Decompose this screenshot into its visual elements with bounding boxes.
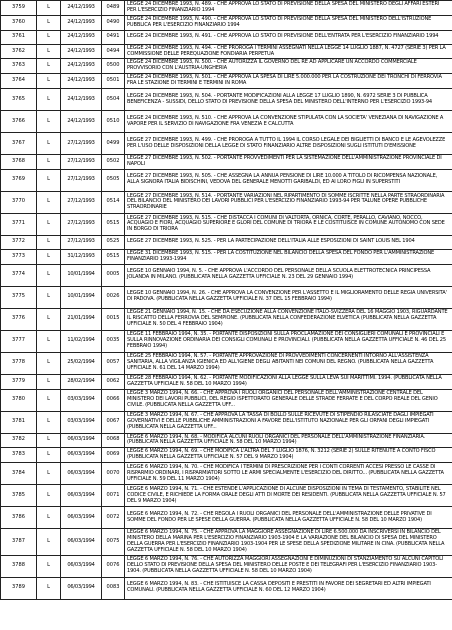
record-date-cell: 06/03/1994 (61, 555, 102, 577)
record-number-cell: 3786 (1, 507, 37, 529)
record-description-cell: LEGGE 6 MARZO 1994, N. 75. - CHE APPROVA LA MAGGIORE ASSEGNAZIONE DI LIRE 6.500.000 DA INSCRIVERSI IN BILANCIO DEL MINISTERO DELLA MARINA PER L'ESERCIZIO FINANZIARIO 1903-1904 E LA VARIAZIONE DEL BILANCIO DI SPESA DEL MINISTERO DELLA GUERRA PER L'ESERCIZIO FINANZIARIO 1903-1904 PER LE SPESE DELLA SPEDIZIONE MILITARE IN CINA. (PUBBLICATA NELLA GAZZETTA UFFICIALE N. 58 DEL 10 MARZO 1904) (125, 529, 452, 556)
record-date-cell: 06/03/1994 (61, 463, 102, 485)
table-row (1, 433, 452, 448)
record-code-cell: 0491 (102, 30, 125, 44)
record-type-cell: L (37, 411, 61, 433)
record-date-cell: 27/12/1993 (61, 235, 102, 249)
record-code-cell: 0069 (102, 448, 125, 463)
table-row (1, 485, 452, 507)
record-description-cell: LEGGE 10 GENNAIO 1994, N. 26. - CHE APPROVA LA CONVENZIONE PER L'ASSETTO E IL MIGLIORAMENTO DELLE REGIA UNIVERSITA' DI PADOVA. (PUBBLICATA NELLA GAZZETTA UFFICIALE N. 37 DEL 15 FEBBRAIO 1994) (125, 286, 452, 308)
record-number-cell: 3775 (1, 286, 37, 308)
record-date-cell: 06/03/1994 (61, 529, 102, 556)
record-date-cell: 27/12/1993 (61, 169, 102, 191)
record-description-cell: LEGGE 24 DICEMBRE 1993, N. 491. - CHE APPROVA LO STATO DI PREVISIONE DELL'ENTRATA PER L'ESERCIZIO FINANZIARIO 1994 (125, 30, 452, 44)
record-date-cell: 25/02/1994 (61, 352, 102, 374)
record-date-cell: 27/12/1993 (61, 155, 102, 170)
record-code-cell: 0499 (102, 133, 125, 155)
table-row (1, 169, 452, 191)
record-code-cell: 0062 (102, 374, 125, 389)
table-row (1, 15, 452, 30)
table-row (1, 111, 452, 133)
record-date-cell: 27/12/1993 (61, 133, 102, 155)
record-number-cell: 3788 (1, 555, 37, 577)
record-description-cell: LEGGE 6 MARZO 1994, N. 69. - CHE MODIFICA L'ALTRA DEL 7 LUGLIO 1876, N. 3212 (SERIE 2) SULLE RITENUTE A CONTO FISCO (PUBBLICATA NELLA GAZZETTA UFFICIALE N. 57 DEL 9 MARZO 1904) (125, 448, 452, 463)
record-code-cell: 0494 (102, 44, 125, 59)
record-type-cell: L (37, 1, 61, 16)
record-description-cell: LEGGE 27 DICEMBRE 1993, N. 505. - CHE ASSEGNA LA ANNUA PENSIONE DI LIRE 10.000 A TITOLO DI RICOMPENSA NAZIONALE, ALLA SIGNORA ITALIA BIDISCHINI, VEDOVA DEL GENERALE MENOTTI GARIBALDI, ED AI LORO FIGLI IN SUPERSTITI (125, 169, 452, 191)
record-code-cell: 0072 (102, 507, 125, 529)
record-date-cell: 06/03/1994 (61, 433, 102, 448)
record-type-cell: L (37, 191, 61, 213)
record-date-cell: 24/12/1993 (61, 89, 102, 111)
table-row (1, 448, 452, 463)
record-description-cell: LEGGE 6 MARZO 1994, N. 83. - CHE ISTITUISCE LA CASSA DEPOSITI E PRESTITI IN FAVORE DEI SEGRETARI ED ALTRI IMPIEGATI COMUNALI. (PUBBLICATA NELLA GAZZETTA UFFICIALE N. 60 DEL 12 MARZO 1904) (125, 577, 452, 599)
record-type-cell: L (37, 44, 61, 59)
record-type-cell: L (37, 555, 61, 577)
table-row (1, 59, 452, 74)
record-description-cell: LEGGE 24 DICEMBRE 1993, N. 490. - CHE APPROVA LO STATO DI PREVISIONE DELLA SPESA DEL MINISTERO DELL'ISTRUZIONE PUBBLICA PER L'ESERCIZIO FINANZIARIO 1994 (125, 15, 452, 30)
record-number-cell: 3773 (1, 249, 37, 264)
record-code-cell: 0502 (102, 155, 125, 170)
table-row (1, 374, 452, 389)
table-row (1, 555, 452, 577)
record-number-cell: 3772 (1, 235, 37, 249)
record-description-cell: LEGGE 28 FEBBRAIO 1994, N. 62. - PORTANTE MODIFICAZIONI ALLA LEGGE SULLA LEVA SUI MARITTIMI. 1994. (PUBBLICATA NELLA GAZZETTA UFFICIALE N. 58 DEL 10 MARZO 1994) (125, 374, 452, 389)
record-type-cell: L (37, 485, 61, 507)
record-description-cell: LEGGE 10 GENNAIO 1994, N. 5. - CHE APPROVA L'ACCORDO DEL PERSONALE DELLA SCUOLA ELETTROTECNICA PRINCIPESSA JOLANDA IN MILANO. (PUBBLICATA NELLA GAZZETTA UFFICIALE N. 23 DEL 29 GENNAIO 1994) (125, 264, 452, 286)
record-type-cell: L (37, 133, 61, 155)
record-type-cell: L (37, 352, 61, 374)
record-description-cell: LEGGE 24 DICEMBRE 1993, N. 504. - PORTANTE MODIFICAZIONI ALLA LEGGE 17 LUGLIO 1890, N. 6972 SERIE 3 DI PUBBLICA BENEFICENZA - SUSSIDI, DELLO STATO DI PREVISIONE DELLA SPESA DEL MINISTERO DELL'INTERNO PER L'ESERCIZIO 1993-94 (125, 89, 452, 111)
record-code-cell: 0504 (102, 89, 125, 111)
record-type-cell: L (37, 249, 61, 264)
record-date-cell: 27/12/1993 (61, 213, 102, 235)
record-number-cell: 3766 (1, 111, 37, 133)
record-date-cell: 28/02/1994 (61, 374, 102, 389)
record-number-cell: 3781 (1, 411, 37, 433)
record-date-cell: 11/02/1994 (61, 330, 102, 352)
table-row (1, 411, 452, 433)
record-date-cell: 10/01/1994 (61, 264, 102, 286)
record-description-cell: LEGGE 27 DICEMBRE 1993, N. 515. - CHE DISTACCA I COMUNI DI VALTORTA, ORNICA, CORTE, PERALLO, CAVIANO, NOCCO, ACQUAGIO E FIORI, ACQUAGIO SUPERIORE E GLORI DEL COMUNE DI TRIORA E LE COSTITUISCE IN COMUNE AUTONOMO CON SEDE IN BORGO DI TRIORA (125, 213, 452, 235)
record-number-cell: 3777 (1, 330, 37, 352)
record-number-cell: 3769 (1, 169, 37, 191)
record-type-cell: L (37, 155, 61, 170)
record-code-cell: 0490 (102, 15, 125, 30)
record-date-cell: 24/12/1993 (61, 111, 102, 133)
record-code-cell: 0067 (102, 411, 125, 433)
record-date-cell: 03/03/1994 (61, 411, 102, 433)
record-type-cell: L (37, 448, 61, 463)
record-description-cell: LEGGE 27 DICEMBRE 1993, N. 499. - CHE PROROGA A TUTTO IL 1994 IL CORSO LEGALE DEI BIGLIETTI DI BANCO E LE AGEVOLEZZE PER L'USO DELLE DISPOSIZIONI DELLA LEGGE DI STATO FINANZIARIO ALTRE DISPOSIZIONI SUGLI ISTITUTI D'EMISSIONE (125, 133, 452, 155)
record-date-cell: 27/12/1993 (61, 191, 102, 213)
table-row (1, 249, 452, 264)
table-row (1, 529, 452, 556)
record-type-cell: L (37, 463, 61, 485)
record-description-cell: LEGGE 3 MARZO 1994, N. 67. - CHE APPROVA LA TASSA DI BOLLO SULLE RICEVUTE DI STIPENDIO RILASCIATE DAGLI IMPIEGATI GOVERNATIVI E DELLE PUBBLICHE AMMINISTRAZIONI A FAVORE DELL'ISTITUTO NAZIONALE PER GLI ORFANI DEGLI IMPIEGATI (PUBBLICATA NELLA GAZZETTA UFF... (125, 411, 452, 433)
table-row (1, 89, 452, 111)
table-row (1, 155, 452, 170)
record-date-cell: 24/12/1993 (61, 59, 102, 74)
record-type-cell: L (37, 89, 61, 111)
record-description-cell: LEGGE 27 DICEMBRE 1993, N. 525. - PER LA PARTECIPAZIONE DELL'ITALIA ALLE ESPOSIZIONI DI SAINT LOUIS NEL 1904 (125, 235, 452, 249)
record-code-cell: 0070 (102, 463, 125, 485)
record-date-cell: 06/03/1994 (61, 507, 102, 529)
record-date-cell: 24/12/1993 (61, 44, 102, 59)
record-type-cell: L (37, 264, 61, 286)
record-number-cell: 3759 (1, 1, 37, 16)
record-type-cell: L (37, 507, 61, 529)
record-date-cell: 06/03/1994 (61, 485, 102, 507)
record-code-cell: 0505 (102, 169, 125, 191)
record-description-cell: LEGGE 25 FEBBRAIO 1994, N. 57. - PORTANTE APPROVAZIONE DI PROVVEDIMENTI CONCERNENTI INTORNO ALL'ASSISTENZA SANITARIA, ALLA VIGILANZA IGIENICA ED ALL'IGIENE DEGLI ABITANTI NEI COMUNI DEL REGNO. (PUBBLICATA NELLA GAZZETTA UFFICIALE N. 61 DEL 14 MARZO 1994) (125, 352, 452, 374)
record-description-cell: LEGGE 24 DICEMBRE 1993, N. 489. - CHE APPROVA LO STATO DI PREVISIONE DELLA SPESA DEL MINISTERO DEGLI AFFARI ESTERI PER L'ESERCIZIO FINANZIARIO 1994 (125, 1, 452, 16)
record-number-cell: 3767 (1, 133, 37, 155)
record-description-cell: LEGGE 24 DICEMBRE 1993, N. 500. - CHE AUTORIZZA IL GOVERNO DEL RE AD APPLICARE UN ACCORDO COMMERCIALE PROVVISORIO CON L'AUSTRIA-UNGHERIA (125, 59, 452, 74)
record-number-cell: 3776 (1, 308, 37, 330)
record-description-cell: LEGGE 21 GENNAIO 1994, N. 15. - CHE DA ESECUZIONE ALLA CONVENZIONE ITALO-SVIZZERA DEL 16 MAGGIO 1903, RIGUARDANTE IL RISCATTO DELLA FERROVIA DEL SEMPIONE. (PUBBLICATA NELLA CONFEDERAZIONE ELVETICA (PUBBLICATA NELLA GAZZETTA UFFICIALE N. 50 DEL 4 FEBBRAIO 1904) (125, 308, 452, 330)
record-number-cell: 3762 (1, 44, 37, 59)
record-type-cell: L (37, 433, 61, 448)
register-table-body (1, 1, 452, 600)
record-number-cell: 3761 (1, 30, 37, 44)
record-code-cell: 0515 (102, 249, 125, 264)
record-description-cell: LEGGE 6 MARZO 1994, N. 71. - CHE ESTENDE L'APPLICAZIONE DI ALCUNE DISPOSIZIONI IN TEMA DI TESTAMENTO, STABILITE NEL CODICE CIVILE, E RICHIEDE LA FORMA ORALE DEGLI ATTI DI MORTE DEI RESIDENTI. (PUBBLICATA NELLA GAZZETTA UFFICIALE N. 57 DEL 9 MARZO 1904) (125, 485, 452, 507)
record-code-cell: 0501 (102, 74, 125, 89)
record-number-cell: 3789 (1, 577, 37, 599)
record-date-cell: 24/12/1993 (61, 74, 102, 89)
record-date-cell: 06/03/1994 (61, 577, 102, 599)
record-date-cell: 24/12/1993 (61, 30, 102, 44)
record-number-cell: 3771 (1, 213, 37, 235)
record-type-cell: L (37, 330, 61, 352)
record-date-cell: 10/01/1994 (61, 286, 102, 308)
record-description-cell: LEGGE 27 DICEMBRE 1993, N. 514. - PORTANTE VARIAZIONI NEL RIPARTIMENTO DI SOMME ISCRITTE NELLA PARTE STRAORDINARIA DEL BILANCIO DEL MINISTERO DEI LAVORI PUBBLICI PER L'ESERCIZIO FINANZIARIO 1993-94 PER TALUNE OPERE PUBBLICHE STRAORDINARIE (125, 191, 452, 213)
record-description-cell: LEGGE 3 MARZO 1994, N. 66. - CHE APPROVA I RUOLI ORGANICI DEL PERSONALE DELL'AMMINISTRAZIONE CENTRALE DEL MINISTERO DEI LAVORI PUBBLICI, DEL REGIO ISPETTORATO GENERALE DELLE STRADE FERRATE E DEL CORPO REALE DEL GENIO CIVILE. (PUBBLICATA NELLA GAZZETTA UFF... (125, 389, 452, 411)
record-type-cell: L (37, 529, 61, 556)
record-number-cell: 3760 (1, 15, 37, 30)
record-description-cell: LEGGE 6 MARZO 1994, N. 70. - CHE MODIFICA I TERMINI DI PRESCRIZIONE PER I CONTI CORRENTI ACCESI PRESSO LE CASSE DI RISPARMIO ORDINARI, I RISPARMIATORI SOTTO LE ARMI SPECIALMENTE L'ESERCIZIO DEL DIRITTO... (PUBBLICATA NELLA GAZZETTA UFFICIALE N. 59 DEL 11 MARZO 1904) (125, 463, 452, 485)
record-date-cell: 24/12/1993 (61, 1, 102, 16)
record-number-cell: 3768 (1, 155, 37, 170)
table-row (1, 507, 452, 529)
record-description-cell: LEGGE 27 DICEMBRE 1993, N. 502. - PORTANTE PROVVEDIMENTI PER LA SISTEMAZIONE DELL'AMMINISTRAZIONE PROVINCIALE DI NAPOLI (125, 155, 452, 170)
table-row (1, 191, 452, 213)
record-number-cell: 3787 (1, 529, 37, 556)
record-type-cell: L (37, 308, 61, 330)
record-description-cell: LEGGE 11 FEBBRAIO 1994, N. 35. - PORTANTE DISPOSIZIONI SULLA PROCLAMAZIONE DEI CONSIGLIERI COMUNALI E PROVINCIALI E SULLA RINNOVAZIONE ORDINARIA DEI CONSIGLI COMUNALI E PROVINCIALI. (PUBBLICATA NELLA GAZZETTA UFFICIALE N. 46 DEL 25 FEBBRAIO 1994) (125, 330, 452, 352)
record-code-cell: 0066 (102, 389, 125, 411)
table-row (1, 213, 452, 235)
table-row (1, 1, 452, 16)
table-row (1, 389, 452, 411)
table-row (1, 330, 452, 352)
record-type-cell: L (37, 15, 61, 30)
record-number-cell: 3784 (1, 463, 37, 485)
record-code-cell: 0514 (102, 191, 125, 213)
record-code-cell: 0035 (102, 330, 125, 352)
record-code-cell: 0071 (102, 485, 125, 507)
record-code-cell: 0068 (102, 433, 125, 448)
record-code-cell: 0489 (102, 1, 125, 16)
record-type-cell: L (37, 235, 61, 249)
record-type-cell: L (37, 30, 61, 44)
record-type-cell: L (37, 389, 61, 411)
record-number-cell: 3783 (1, 448, 37, 463)
record-date-cell: 03/03/1994 (61, 389, 102, 411)
table-row (1, 286, 452, 308)
table-row (1, 264, 452, 286)
record-description-cell: LEGGE 24 DICEMBRE 1993, N. 494. - CHE PROROGA I TERMINI ASSEGNATI NELLA LEGGE 14 LUGLIO 1887, N. 4727 (SERIE 3) PER LA COMMISSIONE DELLE PEREQUAZIONE FONDIARIA PERPETUA (125, 44, 452, 59)
record-type-cell: L (37, 74, 61, 89)
record-code-cell: 0525 (102, 235, 125, 249)
record-date-cell: 21/01/1994 (61, 308, 102, 330)
record-code-cell: 0005 (102, 264, 125, 286)
record-type-cell: L (37, 111, 61, 133)
table-row (1, 352, 452, 374)
record-description-cell: LEGGE 6 MARZO 1994, N. 76. - CHE AUTORIZZA MAGGIORI ASSEGNAZIONI E DIMINUZIONI DI STANZIAMENTO SU ALCUNI CAPITOLI DELLO STATO DI PREVISIONE DELLA SPESA DEL MINISTERO DELLE POSTE E DEI TELEGRAFI PER L'ESERCIZIO FINANZIARIO 1903-1904. (PUBBLICATA NELLA GAZZETTA UFFICIALE N. 58 DEL 10 MARZO 1904) (125, 555, 452, 577)
record-number-cell: 3770 (1, 191, 37, 213)
record-number-cell: 3764 (1, 74, 37, 89)
table-row (1, 577, 452, 599)
record-number-cell: 3779 (1, 374, 37, 389)
record-type-cell: L (37, 286, 61, 308)
record-number-cell: 3765 (1, 89, 37, 111)
record-number-cell: 3782 (1, 433, 37, 448)
record-type-cell: L (37, 374, 61, 389)
record-type-cell: L (37, 213, 61, 235)
record-code-cell: 0026 (102, 286, 125, 308)
table-row (1, 133, 452, 155)
record-number-cell: 3780 (1, 389, 37, 411)
record-code-cell: 0515 (102, 213, 125, 235)
record-type-cell: L (37, 169, 61, 191)
record-number-cell: 3763 (1, 59, 37, 74)
table-row (1, 74, 452, 89)
record-code-cell: 0500 (102, 59, 125, 74)
record-description-cell: LEGGE 6 MARZO 1994, N. 68. - MODIFICA ALCUNI RUOLI ORGANICI DEL PERSONALE DELL'AMMINISTRAZIONE FINANZIARIA. (PUBBLICATA NELLA GAZZETTA UFFICIALE N. 58 DEL 10 MARZO 1994) (125, 433, 452, 448)
record-number-cell: 3774 (1, 264, 37, 286)
table-row (1, 235, 452, 249)
record-code-cell: 0057 (102, 352, 125, 374)
record-description-cell: LEGGE 6 MARZO 1994, N. 72. - CHE REGOLA I RUOLI ORGANICI DEL PERSONALE DELL'AMMINISTRAZIONE DELLE PRIVATIVE DI SOMME DEL FONDO PER LE SPESE DELLA GUERRA. (PUBBLICATA NELLA GAZZETTA UFFICIALE N. 58 DEL 10 MARZO 1904) (125, 507, 452, 529)
record-description-cell: LEGGE 24 DICEMBRE 1993, N. 501. - CHE APPROVA LA SPESA DI LIRE 5.000.000 PER LA COSTRUZIONE DEI TRONCHI DI FERROVIA FRA LE STAZIONE DI TERMINI E TERMINI IN ROMA (125, 74, 452, 89)
record-code-cell: 0083 (102, 577, 125, 599)
record-date-cell: 06/03/1994 (61, 448, 102, 463)
table-row (1, 463, 452, 485)
record-code-cell: 0015 (102, 308, 125, 330)
record-type-cell: L (37, 59, 61, 74)
record-number-cell: 3778 (1, 352, 37, 374)
record-description-cell: LEGGE 24 DICEMBRE 1993, N. 510. - CHE APPROVA LA CONVENZIONE STIPULATA CON LA SOCIETA' VENEZIANA DI NAVIGAZIONE A VAPORE PER IL SERVIZIO DI NAVIGAZIONE FRA VENEZIA E CALCUTTA (125, 111, 452, 133)
table-row (1, 44, 452, 59)
record-number-cell: 3785 (1, 485, 37, 507)
table-row (1, 308, 452, 330)
record-code-cell: 0076 (102, 555, 125, 577)
record-code-cell: 0510 (102, 111, 125, 133)
record-date-cell: 31/12/1993 (61, 249, 102, 264)
record-type-cell: L (37, 577, 61, 599)
record-code-cell: 0075 (102, 529, 125, 556)
table-row (1, 30, 452, 44)
record-description-cell: LEGGE 31 DICEMBRE 1993, N. 515. - PER LA COSTITUZIONE NEL BILANCIO DELLA SPESA DEL FONDO PER L'AMMINISTRAZIONE FINANZIARIO 1993-1994 (125, 249, 452, 264)
record-date-cell: 24/12/1993 (61, 15, 102, 30)
